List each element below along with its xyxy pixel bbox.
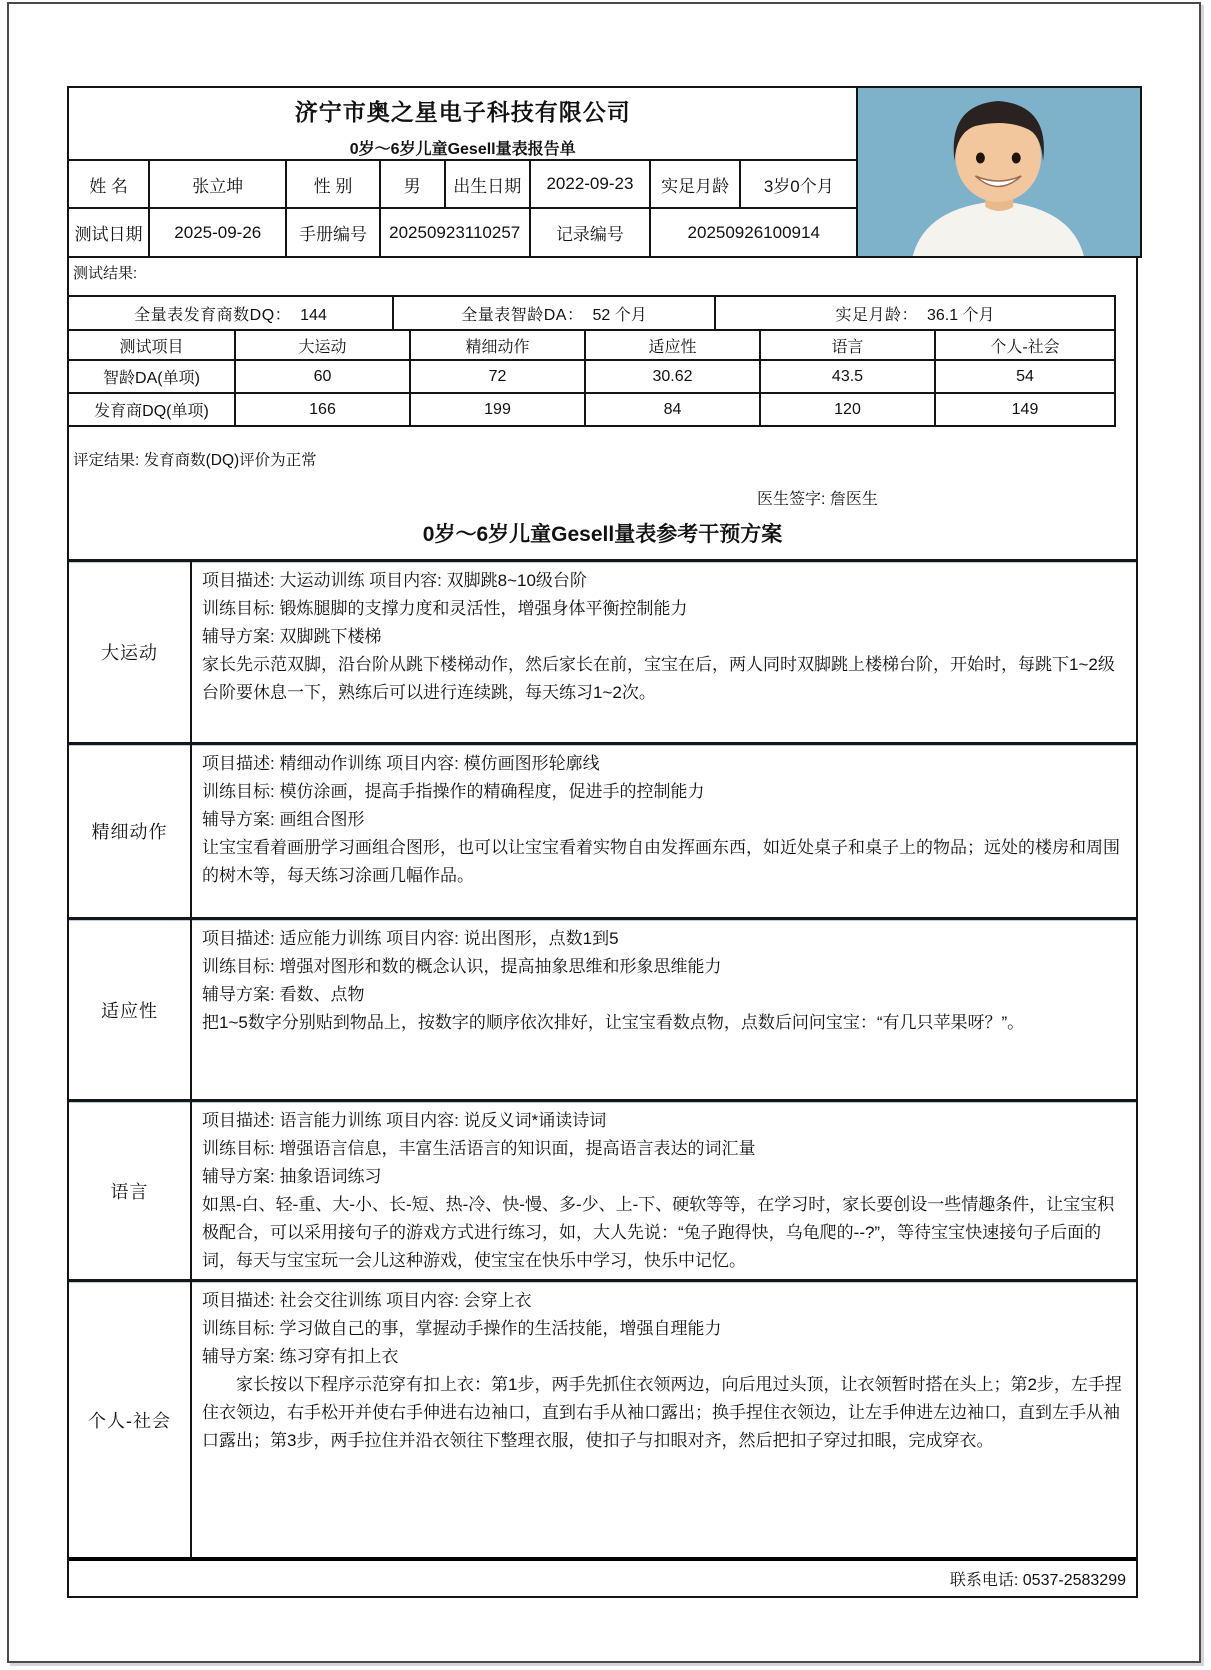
gender-label: 性 别 <box>286 160 379 208</box>
intervention-plan-table <box>69 559 1136 1600</box>
col-header-gross-motor: 大运动 <box>235 330 410 360</box>
da-fine-motor: 72 <box>410 360 585 393</box>
da-row <box>68 360 1115 393</box>
summary-age: 实足月龄： 36.1 个月 <box>715 296 1115 330</box>
summary-da: 全量表智龄DA： 52 个月 <box>393 296 715 330</box>
dq-fine-motor: 199 <box>410 393 585 426</box>
manual-no-label: 手册编号 <box>286 208 379 257</box>
results-summary-table <box>67 295 1116 331</box>
col-header-fine-motor: 精细动作 <box>410 330 585 360</box>
dq-adaptive: 84 <box>585 393 760 426</box>
test-date-label: 测试日期 <box>68 208 149 257</box>
col-header-personal-social: 个人-社会 <box>935 330 1115 360</box>
child-photo <box>857 87 1141 257</box>
plan-body-personal-social: 项目描述: 社会交往训练 项目内容: 会穿上衣 训练目标: 学习做自己的事，掌握动手操作的生活技能，增强自理能力 辅导方案: 练习穿有扣上衣 家长按以下程序示范穿有扣上衣：第1步，两手先抓住衣领两边，向后甩过头顶，让衣领暂时搭在头上；第2步，左手捏住衣领边，右手松开并使右手伸进右边袖口，直到右手从袖口露出；换手捏住衣领边，让左手伸进左边袖口，直到左手从袖口露出；第3步，两手拉住并沿衣领往下整理衣服，使扣子与扣眼对齐，然后把扣子穿过扣眼，完成穿衣。 <box>202 1291 1122 1450</box>
patient-info-table <box>67 86 1142 258</box>
results-section-label: 测试结果: <box>73 265 138 282</box>
col-header-language: 语言 <box>760 330 935 360</box>
summary-dq: 全量表发育商数DQ： 144 <box>68 296 393 330</box>
test-date-value: 2025-09-26 <box>149 208 286 257</box>
plan-category-gross-motor: 大运动 <box>69 562 192 742</box>
record-no-label: 记录编号 <box>530 208 650 257</box>
evaluation-result: 评定结果: 发育商数(DQ)评价为正常 <box>73 452 317 469</box>
da-language: 43.5 <box>760 360 935 393</box>
dq-personal-social: 149 <box>935 393 1115 426</box>
contact-phone: 联系电话: 0537-2583299 <box>69 1557 1136 1600</box>
summary-age-value: 36.1 个月 <box>926 306 995 324</box>
plan-category-fine-motor: 精细动作 <box>69 745 192 917</box>
summary-dq-value: 144 <box>300 306 327 324</box>
da-gross-motor: 60 <box>235 360 410 393</box>
plan-body-adaptive: 项目描述: 适应能力训练 项目内容: 说出图形，点数1到5 训练目标: 增强对图形和数的概念认识，提高抽象思维和形象思维能力 辅导方案: 看数、点物 把1~5数字分别贴到物品上，按数字的顺序依次排好，让宝宝看数点物，点数后问问宝宝：“有几只苹果呀？”。 <box>202 929 1025 1032</box>
dq-row-label: 发育商DQ(单项) <box>68 393 235 426</box>
report-title: 0岁～6岁儿童Gesell量表报告单 <box>349 141 576 158</box>
age-value: 3岁0个月 <box>740 160 857 208</box>
birth-label: 出生日期 <box>445 160 530 208</box>
da-row-label: 智龄DA(单项) <box>68 360 235 393</box>
da-personal-social: 54 <box>935 360 1115 393</box>
plan-row-fine-motor <box>69 742 1136 917</box>
name-value: 张立坤 <box>149 160 286 208</box>
results-detail-table <box>67 329 1116 427</box>
dq-gross-motor: 166 <box>235 393 410 426</box>
plan-row-personal-social <box>69 1279 1136 1557</box>
company-name: 济宁市奥之星电子科技有限公司 <box>294 99 631 125</box>
age-label: 实足月龄 <box>650 160 740 208</box>
doctor-signature: 医生签字: 詹医生 <box>757 491 878 508</box>
report-frame <box>67 86 1138 1598</box>
dq-row <box>68 393 1115 426</box>
col-header-item: 测试项目 <box>68 330 235 360</box>
summary-da-value: 52 个月 <box>592 306 647 324</box>
plan-body-language: 项目描述: 语言能力训练 项目内容: 说反义词*诵读诗词 训练目标: 增强语言信息，丰富生活语言的知识面，提高语言表达的词汇量 辅导方案: 抽象语词练习 如黑-白、轻-重、大-小、长-短、热-冷、快-慢、多-少、上-下、硬软等等，在学习时，家长要创设一些情趣条件，让宝宝积极配合，可以采用接句子的游戏方式进行练习，如，大人先说：“兔子跑得快，乌龟爬的--?”，等待宝宝快速接句子后面的词，每天与宝宝玩一会儿这种游戏，使宝宝在快乐中学习，快乐中记忆。 <box>202 1111 1115 1270</box>
dq-language: 120 <box>760 393 935 426</box>
name-label: 姓 名 <box>68 160 149 208</box>
record-no-value: 20250926100914 <box>650 208 857 257</box>
col-header-adaptive: 适应性 <box>585 330 760 360</box>
manual-no-value: 20250923110257 <box>380 208 530 257</box>
plan-row-adaptive <box>69 917 1136 1099</box>
plan-body-gross-motor: 项目描述: 大运动训练 项目内容: 双脚跳8~10级台阶 训练目标: 锻炼腿脚的支撑力度和灵活性，增强身体平衡控制能力 辅导方案: 双脚跳下楼梯 家长先示范双脚，沿台阶从跳下楼梯动作，然后家长在前，宝宝在后，两人同时双脚跳上楼梯台阶，开始时，每跳下1~2级台阶要休息一下，熟练后可以进行连续跳，每天练习1~2次。 <box>202 571 1115 702</box>
plan-row-language <box>69 1099 1136 1279</box>
da-adaptive: 30.62 <box>585 360 760 393</box>
plan-body-fine-motor: 项目描述: 精细动作训练 项目内容: 模仿画图形轮廓线 训练目标: 模仿涂画，提高手指操作的精确程度，促进手的控制能力 辅导方案: 画组合图形 让宝宝看着画册学习画组合图形，也可以让宝宝看着实物自由发挥画东西，如近处桌子和桌子上的物品；远处的楼房和周围的树木等，每天练习涂画几幅作品。 <box>202 754 1120 885</box>
report-header <box>68 87 857 160</box>
gender-value: 男 <box>380 160 445 208</box>
plan-category-adaptive: 适应性 <box>69 920 192 1099</box>
child-photo-illustration <box>858 89 1140 256</box>
plan-category-personal-social: 个人-社会 <box>69 1282 192 1557</box>
intervention-plan-title: 0岁～6岁儿童Gesell量表参考干预方案 <box>422 523 783 546</box>
birth-value: 2022-09-23 <box>530 160 650 208</box>
plan-row-gross-motor <box>69 559 1136 742</box>
plan-category-language: 语言 <box>69 1102 192 1279</box>
